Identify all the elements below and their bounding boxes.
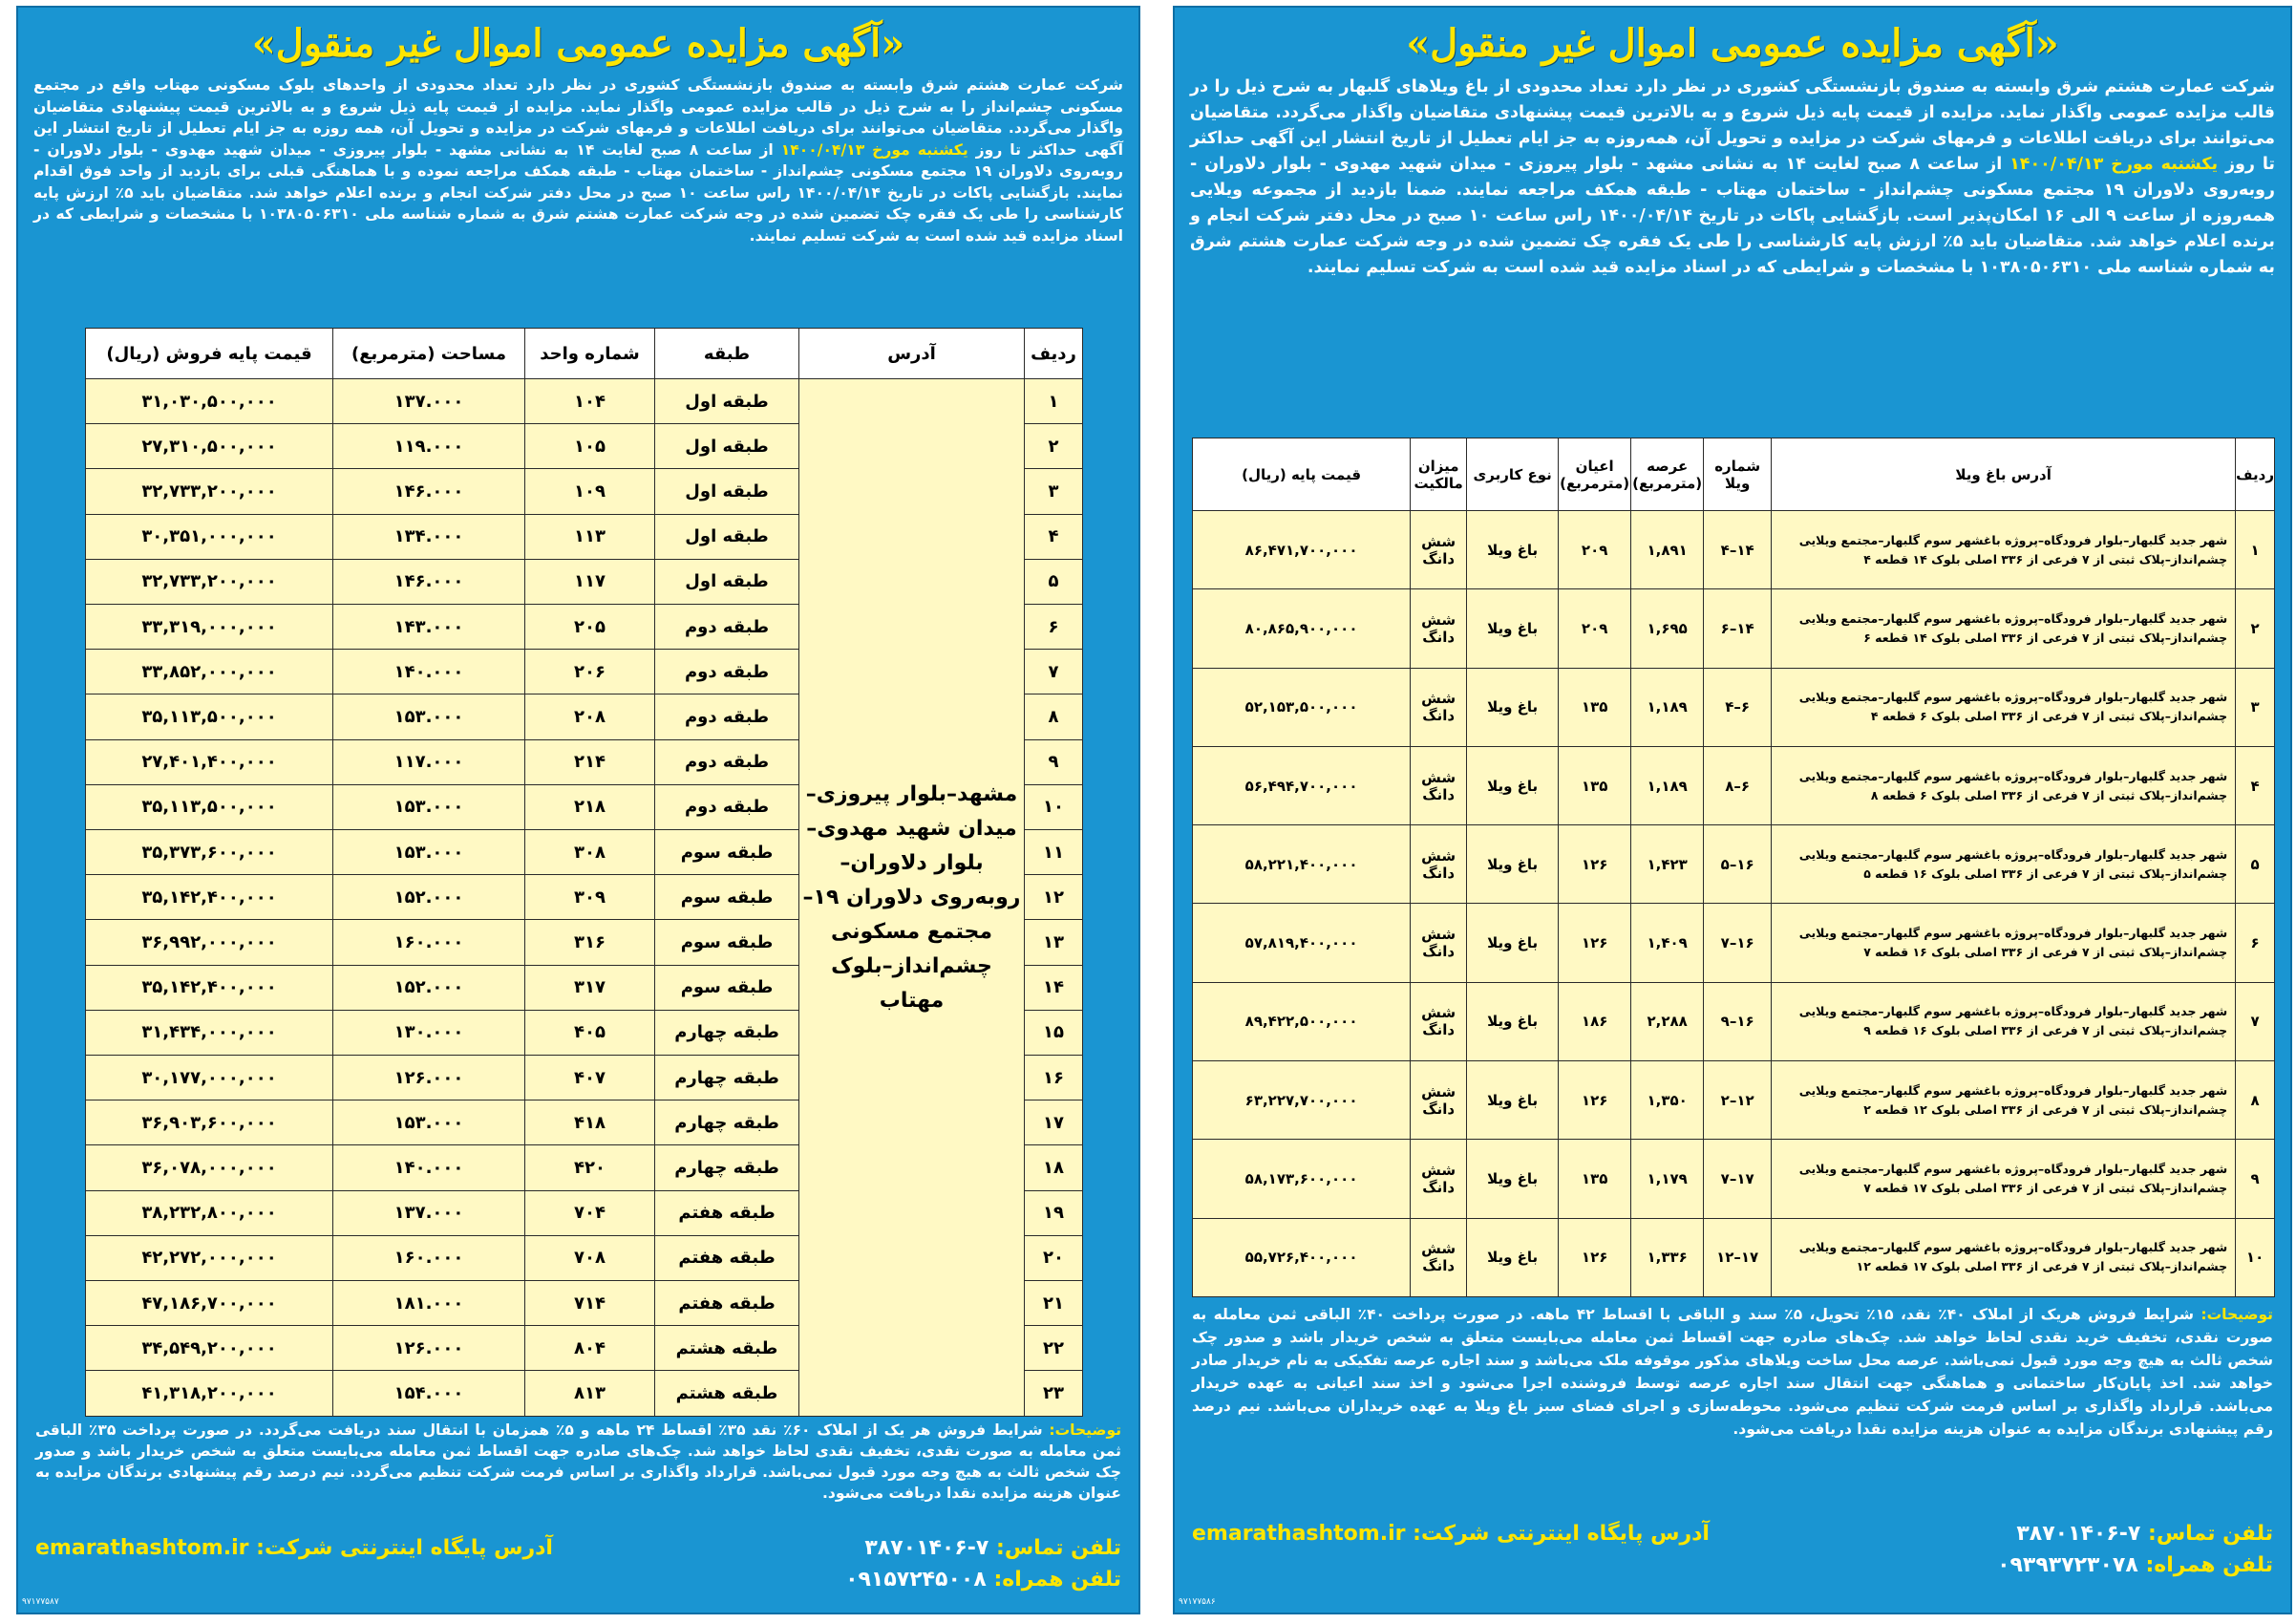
col-header-villa-no: شماره ویلا xyxy=(1704,438,1772,511)
row-number: ۱۴ xyxy=(1025,965,1083,1010)
area-cell: ۱۴۰.۰۰۰ xyxy=(333,650,525,694)
row-number: ۱۲ xyxy=(1025,875,1083,920)
intro-date-highlight: یکشنبه مورخ ۱۴۰۰/۰۴/۱۳ xyxy=(780,140,968,159)
price-cell: ۳۵,۳۷۳,۶۰۰,۰۰۰ xyxy=(86,830,333,875)
floor-cell: طبقه دوم xyxy=(655,739,799,784)
price-cell: ۳۵,۱۱۳,۵۰۰,۰۰۰ xyxy=(86,784,333,829)
price-cell: ۳۵,۱۴۲,۴۰۰,۰۰۰ xyxy=(86,965,333,1010)
area-cell: ۱۵۳.۰۰۰ xyxy=(333,784,525,829)
area-cell: ۱۸۱.۰۰۰ xyxy=(333,1281,525,1326)
price-cell: ۳۴,۵۴۹,۲۰۰,۰۰۰ xyxy=(86,1326,333,1371)
mobile-number: ۰۹۳۹۳۷۲۳۰۷۸ xyxy=(1997,1553,2138,1577)
unit-cell: ۱۰۴ xyxy=(525,379,655,424)
price-cell: ۸۰,۸۶۵,۹۰۰,۰۰۰ xyxy=(1193,589,1411,668)
area-cell: ۱۴۳.۰۰۰ xyxy=(333,605,525,650)
usage-cell: باغ ویلا xyxy=(1467,1140,1559,1218)
area-cell: ۱۶۰.۰۰۰ xyxy=(333,1235,525,1280)
price-cell: ۳۰,۳۵۱,۰۰۰,۰۰۰ xyxy=(86,514,333,559)
area-cell: ۱۱۷.۰۰۰ xyxy=(333,739,525,784)
col-header-row: ردیف xyxy=(2236,438,2275,511)
price-cell: ۳۶,۹۰۳,۶۰۰,۰۰۰ xyxy=(86,1100,333,1145)
col-header-building-area: اعیان (مترمربع) xyxy=(1559,438,1631,511)
ad-title: «آگهی مزایده عمومی اموال غیر منقول» xyxy=(251,21,905,66)
ad-notes xyxy=(1192,1303,2273,1441)
land-area-cell: ۱,۱۸۹ xyxy=(1631,746,1704,824)
price-cell: ۸۹,۴۲۲,۵۰۰,۰۰۰ xyxy=(1193,982,1411,1060)
villa-number-cell: ۱۴–۶ xyxy=(1704,589,1772,668)
unit-cell: ۲۰۵ xyxy=(525,605,655,650)
floor-cell: طبقه اول xyxy=(655,379,799,424)
price-cell: ۵۶,۴۹۴,۷۰۰,۰۰۰ xyxy=(1193,746,1411,824)
price-cell: ۵۷,۸۱۹,۴۰۰,۰۰۰ xyxy=(1193,904,1411,982)
floor-cell: طبقه اول xyxy=(655,514,799,559)
row-number: ۲۰ xyxy=(1025,1235,1083,1280)
usage-cell: باغ ویلا xyxy=(1467,668,1559,746)
ownership-cell: شش دانگ xyxy=(1411,589,1467,668)
table-row xyxy=(1193,1140,2275,1218)
price-cell: ۸۶,۴۷۱,۷۰۰,۰۰۰ xyxy=(1193,511,1411,589)
land-area-cell: ۱,۳۳۶ xyxy=(1631,1218,1704,1296)
area-cell: ۱۲۶.۰۰۰ xyxy=(333,1326,525,1371)
area-cell: ۱۴۶.۰۰۰ xyxy=(333,469,525,514)
villa-number-cell: ۱۷–۷ xyxy=(1704,1140,1772,1218)
ownership-cell: شش دانگ xyxy=(1411,982,1467,1060)
ownership-cell: شش دانگ xyxy=(1411,668,1467,746)
phone-label: تلفن تماس: xyxy=(2148,1522,2273,1546)
villa-number-cell: ۱۴–۴ xyxy=(1704,511,1772,589)
price-cell: ۵۸,۱۷۳,۶۰۰,۰۰۰ xyxy=(1193,1140,1411,1218)
unit-cell: ۸۱۳ xyxy=(525,1371,655,1417)
notes-label: توضیحات: xyxy=(1049,1421,1122,1439)
row-number: ۱۵ xyxy=(1025,1010,1083,1055)
floor-cell: طبقه سوم xyxy=(655,875,799,920)
floor-cell: طبقه هفتم xyxy=(655,1235,799,1280)
land-area-cell: ۱,۸۹۱ xyxy=(1631,511,1704,589)
phone-number: ۷-۳۸۷۰۱۴۰۶ xyxy=(864,1536,989,1560)
price-cell: ۴۷,۱۸۶,۷۰۰,۰۰۰ xyxy=(86,1281,333,1326)
building-area-cell: ۱۸۶ xyxy=(1559,982,1631,1060)
row-number: ۳ xyxy=(2236,668,2275,746)
price-cell: ۳۶,۰۷۸,۰۰۰,۰۰۰ xyxy=(86,1145,333,1190)
villa-number-cell: ۶–۴ xyxy=(1704,668,1772,746)
col-header-row: ردیف xyxy=(1025,329,1083,379)
price-cell: ۳۵,۱۴۲,۴۰۰,۰۰۰ xyxy=(86,875,333,920)
ad-intro xyxy=(1190,75,2275,281)
usage-cell: باغ ویلا xyxy=(1467,1061,1559,1140)
area-cell: ۱۵۲.۰۰۰ xyxy=(333,875,525,920)
address-cell: شهر جدید گلبهار–بلوار فرودگاه–پروژه باغشهر سوم گلبهار–مجتمع ویلایی چشم‌انداز–پلاک ثبتی از ۷ فرعی از ۳۳۶ اصلی بلوک ۶ قطعه ۴ xyxy=(1772,668,2236,746)
phone-block xyxy=(864,1536,1121,1560)
address-cell: شهر جدید گلبهار–بلوار فرودگاه–پروژه باغشهر سوم گلبهار–مجتمع ویلایی چشم‌انداز–پلاک ثبتی از ۷ فرعی از ۳۳۶ اصلی بلوک ۱۷ قطعه ۷ xyxy=(1772,1140,2236,1218)
area-cell: ۱۱۹.۰۰۰ xyxy=(333,424,525,469)
unit-cell: ۷۰۴ xyxy=(525,1190,655,1235)
price-cell: ۴۲,۲۷۲,۰۰۰,۰۰۰ xyxy=(86,1235,333,1280)
land-area-cell: ۱,۶۹۵ xyxy=(1631,589,1704,668)
intro-text: شرکت عمارت هشتم شرق وابسته به صندوق بازنشستگی کشوری در نظر دارد تعداد محدودی از واحدهای بلوک مسکونی مهتاب واقع در مجتمع مسکونی چشم‌انداز را به شرح ذیل در قالب مزایده عمومی واگذار نماید. مزایده از قیمت پایه ذیل شروع و به بالاترین قیمت پیشنهادی متقاضیان واگذار می‌گردد. متقاضیان می‌توانند برای دریافت اطلاعات و فرمهای شرکت در مزایده و تحویل آن، همه روزه به جز ایام تعطیل از تاریخ انتشار این آگهی حداکثر تا روز xyxy=(33,76,1124,159)
mobile-number: ۰۹۱۵۷۲۴۵۰۰۸ xyxy=(845,1568,987,1592)
col-header-base-price: قیمت پایه (ریال) xyxy=(1193,438,1411,511)
building-area-cell: ۱۲۶ xyxy=(1559,1218,1631,1296)
website-link[interactable]: emarathashtom.ir xyxy=(35,1536,249,1560)
mobile-label: تلفن همراه: xyxy=(2145,1553,2273,1577)
units-table xyxy=(85,328,1083,1417)
ad-notes xyxy=(35,1420,1121,1504)
price-cell: ۲۷,۳۱۰,۵۰۰,۰۰۰ xyxy=(86,424,333,469)
row-number: ۲ xyxy=(1025,424,1083,469)
usage-cell: باغ ویلا xyxy=(1467,1218,1559,1296)
address-cell: شهر جدید گلبهار–بلوار فرودگاه–پروژه باغشهر سوم گلبهار–مجتمع ویلایی چشم‌انداز–پلاک ثبتی از ۷ فرعی از ۳۳۶ اصلی بلوک ۱۴ قطعه ۶ xyxy=(1772,589,2236,668)
phone-label: تلفن تماس: xyxy=(996,1536,1121,1560)
row-number: ۱۱ xyxy=(1025,830,1083,875)
usage-cell: باغ ویلا xyxy=(1467,589,1559,668)
unit-cell: ۱۱۳ xyxy=(525,514,655,559)
row-number: ۸ xyxy=(2236,1061,2275,1140)
intro-text-cont: از ساعت ۸ صبح لغایت ۱۴ به نشانی مشهد - بلوار پیروزی - میدان شهید مهدوی - بلوار دلاوران - روبه‌روی دلاوران ۱۹ مجتمع مسکونی چشم‌انداز - ساختمان مهتاب - طبقه همکف مراجعه نمایند. ضمنا بازدید از مجموعه ویلایی همه‌روزه از ساعت ۹ الی ۱۶ امکان‌پذیر است. بازگشایی پاکات در تاریخ ۱۴۰۰/۰۴/۱۴ راس ساعت ۱۰ صبح در محل دفتر شرکت انجام و برنده اعلام خواهد شد. متقاضیان باید ۵٪ ارزش پایه کارشناسی را طی یک فقره چک تضمین شده در وجه شرکت عمارت هشتم شرق به شماره شناسه ملی ۱۰۳۸۰۵۰۶۳۱۰ با مشخصات و شرایطی که در اسناد مزایده قید شده است به شرکت تسلیم نمایند. xyxy=(1190,155,2275,277)
area-cell: ۱۵۳.۰۰۰ xyxy=(333,694,525,739)
website-block xyxy=(35,1536,553,1560)
price-cell: ۳۶,۹۹۲,۰۰۰,۰۰۰ xyxy=(86,920,333,965)
usage-cell: باغ ویلا xyxy=(1467,746,1559,824)
table-row xyxy=(1193,668,2275,746)
row-number: ۱۰ xyxy=(2236,1218,2275,1296)
floor-cell: طبقه دوم xyxy=(655,650,799,694)
ownership-cell: شش دانگ xyxy=(1411,1061,1467,1140)
villa-number-cell: ۱۷–۱۲ xyxy=(1704,1218,1772,1296)
usage-cell: باغ ویلا xyxy=(1467,982,1559,1060)
land-area-cell: ۲,۲۸۸ xyxy=(1631,982,1704,1060)
villa-number-cell: ۱۶–۹ xyxy=(1704,982,1772,1060)
building-area-cell: ۱۳۵ xyxy=(1559,1140,1631,1218)
mobile-label: تلفن همراه: xyxy=(993,1568,1121,1592)
usage-cell: باغ ویلا xyxy=(1467,511,1559,589)
area-cell: ۱۵۴.۰۰۰ xyxy=(333,1371,525,1417)
row-number: ۶ xyxy=(1025,605,1083,650)
col-header-address: آدرس باغ ویلا xyxy=(1772,438,2236,511)
address-cell: شهر جدید گلبهار–بلوار فرودگاه–پروژه باغشهر سوم گلبهار–مجتمع ویلایی چشم‌انداز–پلاک ثبتی از ۷ فرعی از ۳۳۶ اصلی بلوک ۱۶ قطعه ۵ xyxy=(1772,825,2236,904)
row-number: ۱۰ xyxy=(1025,784,1083,829)
phone-block xyxy=(2016,1522,2273,1546)
row-number: ۱۷ xyxy=(1025,1100,1083,1145)
row-number: ۲۱ xyxy=(1025,1281,1083,1326)
ad-title: «آگهی مزایده عمومی اموال غیر منقول» xyxy=(1406,21,2059,66)
price-cell: ۳۲,۷۳۳,۲۰۰,۰۰۰ xyxy=(86,469,333,514)
unit-cell: ۴۰۵ xyxy=(525,1010,655,1055)
col-header-address: آدرس xyxy=(799,329,1025,379)
unit-cell: ۱۰۹ xyxy=(525,469,655,514)
villa-number-cell: ۱۲–۲ xyxy=(1704,1061,1772,1140)
unit-cell: ۲۰۸ xyxy=(525,694,655,739)
row-number: ۷ xyxy=(1025,650,1083,694)
floor-cell: طبقه چهارم xyxy=(655,1145,799,1190)
building-area-cell: ۱۲۶ xyxy=(1559,904,1631,982)
land-area-cell: ۱,۴۰۹ xyxy=(1631,904,1704,982)
area-cell: ۱۵۳.۰۰۰ xyxy=(333,1100,525,1145)
floor-cell: طبقه سوم xyxy=(655,965,799,1010)
area-cell: ۱۵۳.۰۰۰ xyxy=(333,830,525,875)
floor-cell: طبقه سوم xyxy=(655,830,799,875)
row-number: ۹ xyxy=(2236,1140,2275,1218)
row-number: ۵ xyxy=(2236,825,2275,904)
building-area-cell: ۲۰۹ xyxy=(1559,589,1631,668)
area-cell: ۱۳۷.۰۰۰ xyxy=(333,379,525,424)
floor-cell: طبقه هفتم xyxy=(655,1281,799,1326)
unit-cell: ۳۰۸ xyxy=(525,830,655,875)
price-cell: ۲۷,۴۰۱,۴۰۰,۰۰۰ xyxy=(86,739,333,784)
unit-cell: ۴۲۰ xyxy=(525,1145,655,1190)
table-row xyxy=(1193,589,2275,668)
ownership-cell: شش دانگ xyxy=(1411,1218,1467,1296)
unit-cell: ۸۰۴ xyxy=(525,1326,655,1371)
price-cell: ۶۳,۲۲۷,۷۰۰,۰۰۰ xyxy=(1193,1061,1411,1140)
row-number: ۷ xyxy=(2236,982,2275,1060)
building-area-cell: ۱۳۵ xyxy=(1559,746,1631,824)
contact-info xyxy=(35,1536,1121,1592)
table-row xyxy=(1193,511,2275,589)
col-header-floor: طبقه xyxy=(655,329,799,379)
price-cell: ۳۰,۱۷۷,۰۰۰,۰۰۰ xyxy=(86,1056,333,1100)
website-label: آدرس پایگاه اینترنتی شرکت: xyxy=(256,1536,553,1560)
ad-code: ۹۷۱۷۷۵۸۶ xyxy=(1179,1597,1216,1607)
address-cell: شهر جدید گلبهار–بلوار فرودگاه–پروژه باغشهر سوم گلبهار–مجتمع ویلایی چشم‌انداز–پلاک ثبتی از ۷ فرعی از ۳۳۶ اصلی بلوک ۶ قطعه ۸ xyxy=(1772,746,2236,824)
table-row xyxy=(1193,825,2275,904)
area-cell: ۱۶۰.۰۰۰ xyxy=(333,920,525,965)
floor-cell: طبقه چهارم xyxy=(655,1056,799,1100)
row-number: ۱۹ xyxy=(1025,1190,1083,1235)
ownership-cell: شش دانگ xyxy=(1411,825,1467,904)
row-number: ۸ xyxy=(1025,694,1083,739)
floor-cell: طبقه هفتم xyxy=(655,1190,799,1235)
row-number: ۲ xyxy=(2236,589,2275,668)
ownership-cell: شش دانگ xyxy=(1411,1140,1467,1218)
col-header-unit: شماره واحد xyxy=(525,329,655,379)
floor-cell: طبقه اول xyxy=(655,559,799,604)
ownership-cell: شش دانگ xyxy=(1411,511,1467,589)
land-area-cell: ۱,۱۸۹ xyxy=(1631,668,1704,746)
notes-text: شرایط فروش هر یک از املاک ۶۰٪ نقد ۳۵٪ اقساط ۲۴ ماهه و ۵٪ همزمان با انتقال سند دریافت می‌گردد. در صورت پرداخت ۳۵٪ الباقی ثمن معامله به صورت نقدی، تخفیف نقدی لحاظ خواهد شد. چک‌های صادره جهت اقساط ثمن معامله می‌بایست متعلق به شخص خریدار باشد و صدور چک شخص ثالث به هیچ وجه مورد قبول نمی‌باشد. قرارداد واگذاری بر اساس فرمت شرکت تنظیم می‌گردد. نیم درصد رقم پیشنهادی برندگان مزایده به عنوان هزینه مزایده نقدا دریافت می‌شود. xyxy=(35,1421,1121,1502)
area-cell: ۱۳۴.۰۰۰ xyxy=(333,514,525,559)
col-header-price: قیمت پایه فروش (ریال) xyxy=(86,329,333,379)
unit-cell: ۴۱۸ xyxy=(525,1100,655,1145)
unit-cell: ۳۰۹ xyxy=(525,875,655,920)
row-number: ۶ xyxy=(2236,904,2275,982)
unit-cell: ۴۰۷ xyxy=(525,1056,655,1100)
ownership-cell: شش دانگ xyxy=(1411,904,1467,982)
price-cell: ۴۱,۳۱۸,۲۰۰,۰۰۰ xyxy=(86,1371,333,1417)
villas-table xyxy=(1192,438,2275,1297)
row-number: ۱ xyxy=(2236,511,2275,589)
table-row xyxy=(1193,746,2275,824)
unit-cell: ۱۰۵ xyxy=(525,424,655,469)
address-cell: شهر جدید گلبهار–بلوار فرودگاه–پروژه باغشهر سوم گلبهار–مجتمع ویلایی چشم‌انداز–پلاک ثبتی از ۷ فرعی از ۳۳۶ اصلی بلوک ۱۷ قطعه ۱۲ xyxy=(1772,1218,2236,1296)
address-cell: شهر جدید گلبهار–بلوار فرودگاه–پروژه باغشهر سوم گلبهار–مجتمع ویلایی چشم‌انداز–پلاک ثبتی از ۷ فرعی از ۳۳۶ اصلی بلوک ۱۶ قطعه ۹ xyxy=(1772,982,2236,1060)
price-cell: ۵۸,۲۲۱,۴۰۰,۰۰۰ xyxy=(1193,825,1411,904)
mobile-block xyxy=(35,1568,1121,1592)
price-cell: ۵۵,۷۲۶,۴۰۰,۰۰۰ xyxy=(1193,1218,1411,1296)
phone-number: ۷-۳۸۷۰۱۴۰۶ xyxy=(2016,1522,2141,1546)
floor-cell: طبقه چهارم xyxy=(655,1100,799,1145)
website-link[interactable]: emarathashtom.ir xyxy=(1192,1522,1406,1546)
price-cell: ۵۲,۱۵۳,۵۰۰,۰۰۰ xyxy=(1193,668,1411,746)
price-cell: ۳۱,۴۳۴,۰۰۰,۰۰۰ xyxy=(86,1010,333,1055)
table-row xyxy=(1193,1218,2275,1296)
contact-info xyxy=(1192,1522,2273,1577)
unit-cell: ۷۰۸ xyxy=(525,1235,655,1280)
website-label: آدرس پایگاه اینترنتی شرکت: xyxy=(1413,1522,1710,1546)
area-cell: ۱۲۶.۰۰۰ xyxy=(333,1056,525,1100)
table-row xyxy=(86,379,1083,424)
price-cell: ۳۵,۱۱۳,۵۰۰,۰۰۰ xyxy=(86,694,333,739)
price-cell: ۳۱,۰۳۰,۵۰۰,۰۰۰ xyxy=(86,379,333,424)
building-area-cell: ۱۳۵ xyxy=(1559,668,1631,746)
mobile-block xyxy=(1192,1553,2273,1577)
right-auction-ad xyxy=(1173,6,2292,1614)
website-block xyxy=(1192,1522,1710,1546)
usage-cell: باغ ویلا xyxy=(1467,825,1559,904)
villa-number-cell: ۱۶–۷ xyxy=(1704,904,1772,982)
floor-cell: طبقه چهارم xyxy=(655,1010,799,1055)
ad-code: ۹۷۱۷۷۵۸۷ xyxy=(22,1597,59,1607)
usage-cell: باغ ویلا xyxy=(1467,904,1559,982)
col-header-usage: نوع کاربری xyxy=(1467,438,1559,511)
price-cell: ۳۳,۸۵۲,۰۰۰,۰۰۰ xyxy=(86,650,333,694)
floor-cell: طبقه دوم xyxy=(655,694,799,739)
building-area-cell: ۱۲۶ xyxy=(1559,825,1631,904)
area-cell: ۱۳۰.۰۰۰ xyxy=(333,1010,525,1055)
floor-cell: طبقه دوم xyxy=(655,605,799,650)
unit-cell: ۲۰۶ xyxy=(525,650,655,694)
villa-number-cell: ۱۶–۵ xyxy=(1704,825,1772,904)
ad-intro xyxy=(33,75,1123,246)
unit-cell: ۷۱۴ xyxy=(525,1281,655,1326)
row-number: ۵ xyxy=(1025,559,1083,604)
intro-text-cont: از ساعت ۸ صبح لغایت ۱۴ به نشانی مشهد - بلوار پیروزی - میدان شهید مهدوی - بلوار دلاوران - روبه‌روی دلاوران ۱۹ مجتمع مسکونی چشم‌انداز - ساختمان مهتاب - طبقه همکف مراجعه نموده و با هماهنگی قبلی برای بازدید از واحد فوق اقدام نمایند. بازگشایی پاکات در تاریخ ۱۴۰۰/۰۴/۱۴ راس ساعت ۱۰ صبح در محل دفتر شرکت انجام و برنده اعلام خواهد شد. متقاضیان باید ۵٪ ارزش پایه کارشناسی را طی یک فقره چک تضمین شده در وجه شرکت عمارت هشتم شرق به شماره شناسه ملی ۱۰۳۸۰۵۰۶۳۱۰ با مشخصات و شرایطی که در اسناد مزایده قید شده است به شرکت تسلیم نمایند. xyxy=(33,140,1124,245)
table-row xyxy=(1193,904,2275,982)
address-cell: شهر جدید گلبهار–بلوار فرودگاه–پروژه باغشهر سوم گلبهار–مجتمع ویلایی چشم‌انداز–پلاک ثبتی از ۷ فرعی از ۳۳۶ اصلی بلوک ۱۲ قطعه ۲ xyxy=(1772,1061,2236,1140)
floor-cell: طبقه اول xyxy=(655,469,799,514)
row-number: ۲۳ xyxy=(1025,1371,1083,1417)
row-number: ۱۸ xyxy=(1025,1145,1083,1190)
unit-cell: ۲۱۸ xyxy=(525,784,655,829)
ownership-cell: شش دانگ xyxy=(1411,746,1467,824)
unit-cell: ۳۱۷ xyxy=(525,965,655,1010)
land-area-cell: ۱,۱۷۹ xyxy=(1631,1140,1704,1218)
notes-text: شرایط فروش هریک از املاک ۴۰٪ نقد، ۱۵٪ تحویل، ۵٪ سند و الباقی با اقساط ۴۲ ماهه. در صورت پرداخت ۴۰٪ الباقی ثمن معامله به صورت نقدی، تخفیف خرید نقدی لحاظ خواهد شد. چک‌های صادره جهت اقساط ثمن معامله می‌بایست متعلق به شخص خریدار باشد و صدور چک شخص ثالث به هیچ وجه مورد قبول نمی‌باشد. عرصه محل ساخت ویلاهای مذکور موقوفه ملک می‌باشد و سند اجاره عرصه تفکیکی به نام خریدار صادر خواهد شد. اخذ پایان‌کار ساختمانی و هماهنگی جهت انتقال سند اجاره عرصه توسط فروشنده اجرا می‌شود و اخذ سند اعیانی به عهده خریدار می‌باشد. قرارداد واگذاری بر اساس فرمت شرکت تنظیم می‌شود. محوطه‌سازی و اجرای فضای سبز باغ ویلا به عهده خریداران می‌باشد. نیم درصد رقم پیشنهادی برندگان مزایده به عنوان هزینه مزایده نقدا دریافت می‌شود. xyxy=(1192,1306,2273,1438)
col-header-area: مساحت (مترمربع) xyxy=(333,329,525,379)
address-cell: شهر جدید گلبهار–بلوار فرودگاه–پروژه باغشهر سوم گلبهار–مجتمع ویلایی چشم‌انداز–پلاک ثبتی از ۷ فرعی از ۳۳۶ اصلی بلوک ۱۶ قطعه ۷ xyxy=(1772,904,2236,982)
row-number: ۱ xyxy=(1025,379,1083,424)
unit-cell: ۳۱۶ xyxy=(525,920,655,965)
address-cell: مشهد–بلوار پیروزی– میدان شهید مهدوی– بلوار دلاوران– روبه‌روی دلاوران ۱۹– مجتمع مسکونی چشم‌انداز–بلوک مهتاب xyxy=(799,379,1025,1417)
row-number: ۹ xyxy=(1025,739,1083,784)
unit-cell: ۱۱۷ xyxy=(525,559,655,604)
row-number: ۱۶ xyxy=(1025,1056,1083,1100)
area-cell: ۱۳۷.۰۰۰ xyxy=(333,1190,525,1235)
price-cell: ۳۳,۳۱۹,۰۰۰,۰۰۰ xyxy=(86,605,333,650)
col-header-land-area: عرصه (مترمربع) xyxy=(1631,438,1704,511)
unit-cell: ۲۱۴ xyxy=(525,739,655,784)
table-row xyxy=(1193,1061,2275,1140)
area-cell: ۱۵۲.۰۰۰ xyxy=(333,965,525,1010)
row-number: ۴ xyxy=(1025,514,1083,559)
land-area-cell: ۱,۴۲۳ xyxy=(1631,825,1704,904)
col-header-ownership: میزان مالکیت xyxy=(1411,438,1467,511)
building-area-cell: ۱۲۶ xyxy=(1559,1061,1631,1140)
floor-cell: طبقه سوم xyxy=(655,920,799,965)
row-number: ۲۲ xyxy=(1025,1326,1083,1371)
row-number: ۴ xyxy=(2236,746,2275,824)
row-number: ۱۳ xyxy=(1025,920,1083,965)
price-cell: ۳۸,۲۳۲,۸۰۰,۰۰۰ xyxy=(86,1190,333,1235)
floor-cell: طبقه هشتم xyxy=(655,1371,799,1417)
floor-cell: طبقه دوم xyxy=(655,784,799,829)
building-area-cell: ۲۰۹ xyxy=(1559,511,1631,589)
notes-label: توضیحات: xyxy=(2200,1306,2273,1323)
villa-number-cell: ۶–۸ xyxy=(1704,746,1772,824)
floor-cell: طبقه هشتم xyxy=(655,1326,799,1371)
row-number: ۳ xyxy=(1025,469,1083,514)
land-area-cell: ۱,۳۵۰ xyxy=(1631,1061,1704,1140)
address-cell: شهر جدید گلبهار–بلوار فرودگاه–پروژه باغشهر سوم گلبهار–مجتمع ویلایی چشم‌انداز–پلاک ثبتی از ۷ فرعی از ۳۳۶ اصلی بلوک ۱۴ قطعه ۴ xyxy=(1772,511,2236,589)
table-row xyxy=(1193,982,2275,1060)
intro-text: شرکت عمارت هشتم شرق وابسته به صندوق بازنشستگی کشوری در نظر دارد تعداد محدودی از باغ ویلاهای گلبهار به شرح ذیل را در قالب مزایده عمومی واگذار نماید. مزایده از قیمت پایه ذیل شروع و به بالاترین قیمت پیشنهادی متقاضیان واگذار می‌گردد. متقاضیان می‌توانند برای دریافت اطلاعات و فرمهای شرکت در مزایده و تحویل آن، همه‌روزه به جز ایام تعطیل از تاریخ انتشار این آگهی حداکثر تا روز xyxy=(1190,77,2276,174)
area-cell: ۱۴۰.۰۰۰ xyxy=(333,1145,525,1190)
area-cell: ۱۴۶.۰۰۰ xyxy=(333,559,525,604)
price-cell: ۳۲,۷۳۳,۲۰۰,۰۰۰ xyxy=(86,559,333,604)
floor-cell: طبقه اول xyxy=(655,424,799,469)
left-auction-ad xyxy=(16,6,1140,1614)
intro-date-highlight: یکشنبه مورخ ۱۴۰۰/۰۴/۱۳ xyxy=(2009,155,2219,174)
